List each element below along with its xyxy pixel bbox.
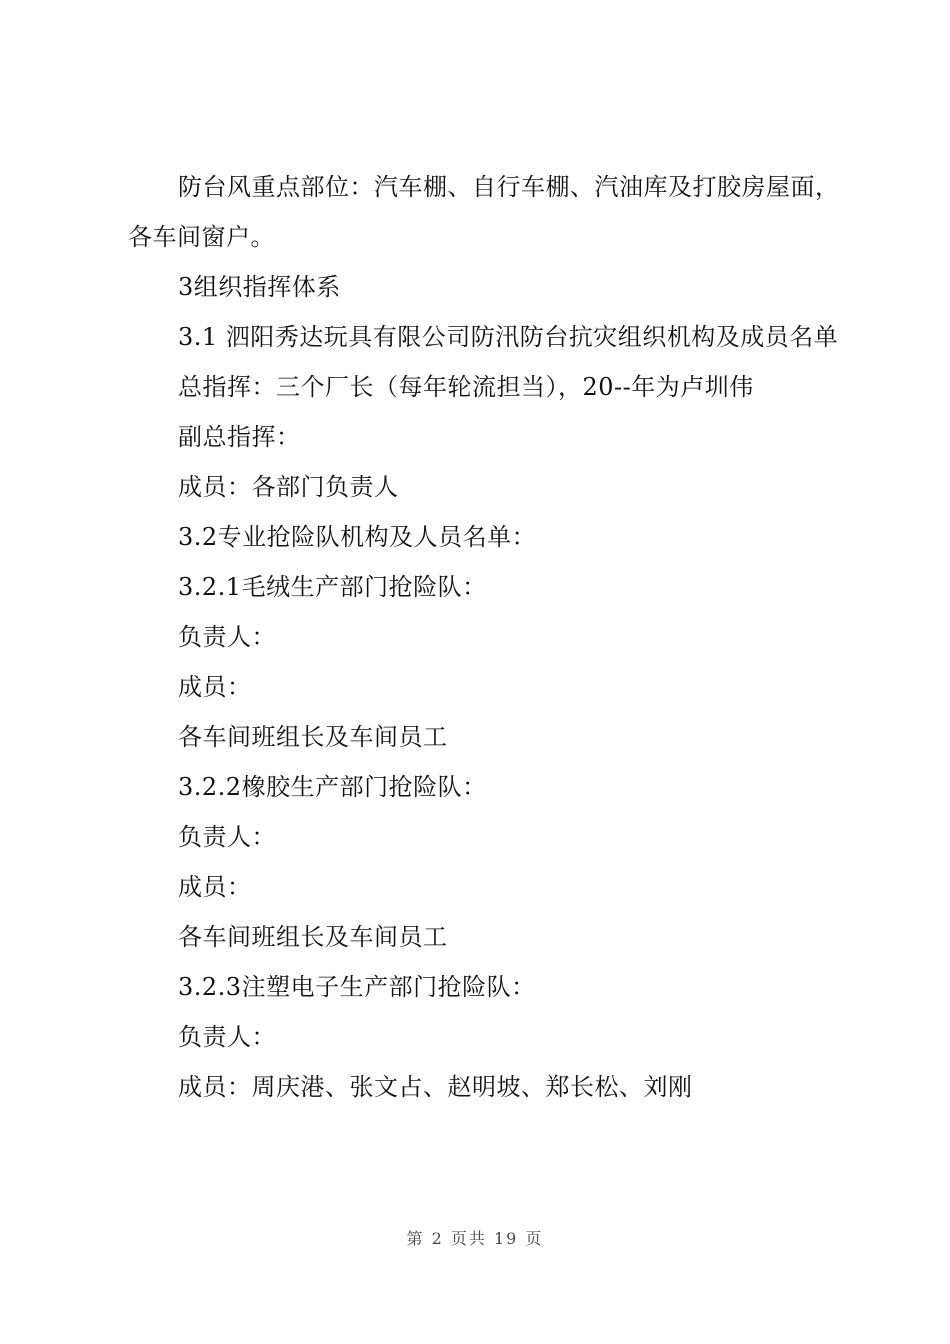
paragraph-rubber-leader: 负责人：: [178, 823, 276, 851]
page-number-footer: 第 2 页共 19 页: [406, 1229, 544, 1248]
paragraph-plush-members: 成员：: [178, 673, 252, 701]
paragraph-injection-leader: 负责人：: [178, 1023, 276, 1051]
paragraph-members-departments: 成员：各部门负责人: [178, 473, 399, 501]
heading-3-2-2-rubber-team: 3.2.2橡胶生产部门抢险队：: [178, 773, 487, 801]
heading-3-2-3-injection-team: 3.2.3注塑电子生产部门抢险队：: [178, 973, 536, 1001]
heading-3-1-organization-list: 3.1 泗阳秀达玩具有限公司防汛防台抗灾组织机构及成员名单: [178, 323, 839, 351]
paragraph-typhoon-key-areas: 防台风重点部位：汽车棚、自行车棚、汽油库及打胶房屋面，各车间窗户。: [128, 173, 840, 251]
paragraph-commander: 总指挥：三个厂长（每年轮流担当），20--年为卢圳伟: [178, 373, 754, 401]
paragraph-deputy-commander: 副总指挥：: [178, 423, 301, 451]
heading-3-2-rescue-teams: 3.2专业抢险队机构及人员名单：: [178, 523, 537, 551]
document-body: [128, 162, 848, 1112]
paragraph-injection-members: 成员：周庆港、张文占、赵明坡、郑长松、刘刚: [178, 1073, 693, 1101]
paragraph-rubber-members: 成员：: [178, 873, 252, 901]
heading-3-2-1-plush-team: 3.2.1毛绒生产部门抢险队：: [178, 573, 487, 601]
paragraph-rubber-staff: 各车间班组长及车间员工: [178, 923, 448, 951]
paragraph-plush-leader: 负责人：: [178, 623, 276, 651]
heading-organization-command: 3组织指挥体系: [178, 273, 341, 301]
paragraph-plush-staff: 各车间班组长及车间员工: [178, 723, 448, 751]
